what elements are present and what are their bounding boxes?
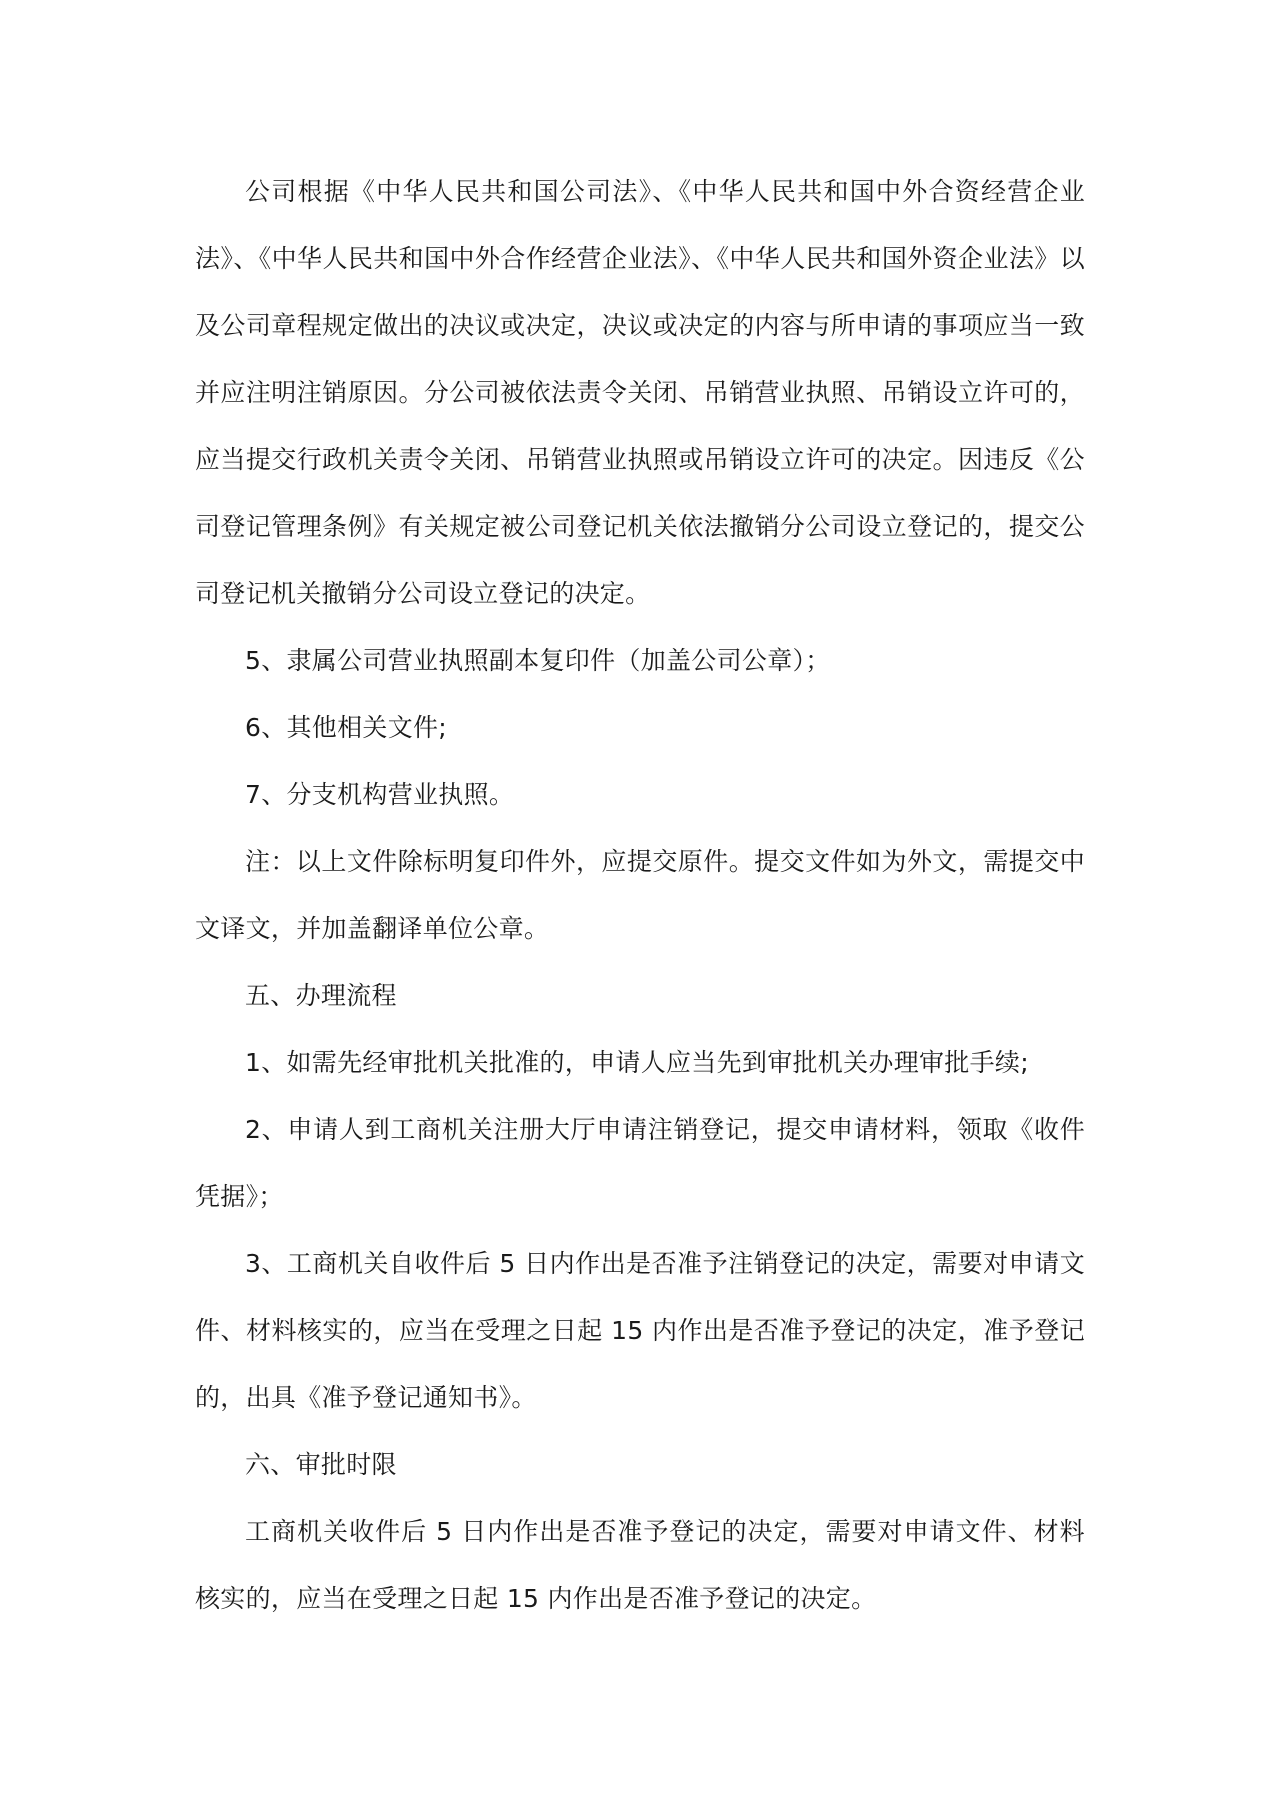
paragraph-item-5: 5、隶属公司营业执照副本复印件（加盖公司公章）； (245, 646, 831, 675)
section-heading-procedure: 五、办理流程 (245, 981, 397, 1010)
paragraph-item-7: 7、分支机构营业执照。 (245, 780, 515, 809)
paragraph-note: 注：以上文件除标明复印件外，应提交原件。提交文件如为外文，需提交中文译文，并加盖翻译单位公章。 (195, 847, 1085, 943)
paragraph-item-6: 6、其他相关文件; (245, 713, 448, 742)
paragraph-procedure-step-3: 3、工商机关自收件后 5 日内作出是否准予注销登记的决定，需要对申请文件、材料核实的，应当在受理之日起 15 内作出是否准予登记的决定，准予登记的，出具《准予登记通知书》。 (195, 1249, 1085, 1412)
document-page (195, 158, 1085, 1632)
section-heading-time-limit: 六、审批时限 (245, 1450, 397, 1479)
paragraph-procedure-step-2: 2、申请人到工商机关注册大厅申请注销登记，提交申请材料，领取《收件凭据》； (195, 1115, 1085, 1211)
paragraph-procedure-step-1: 1、如需先经审批机关批准的，申请人应当先到审批机关办理审批手续; (245, 1048, 1029, 1077)
paragraph-time-limit: 工商机关收件后 5 日内作出是否准予登记的决定，需要对申请文件、材料核实的，应当在受理之日起 15 内作出是否准予登记的决定。 (195, 1517, 1085, 1613)
paragraph-legal-basis: 公司根据《中华人民共和国公司法》、《中华人民共和国中外合资经营企业法》、《中华人民共和国中外合作经营企业法》、《中华人民共和国外资企业法》以及公司章程规定做出的决议或决定，决议或决定的内容与所申请的事项应当一致并应注明注销原因。分公司被依法责令关闭、吊销营业执照、吊销设立许可的，应当提交行政机关责令关闭、吊销营业执照或吊销设立许可的决定。因违反《公司登记管理条例》有关规定被公司登记机关依法撤销分公司设立登记的，提交公司登记机关撤销分公司设立登记的决定。 (195, 177, 1085, 608)
